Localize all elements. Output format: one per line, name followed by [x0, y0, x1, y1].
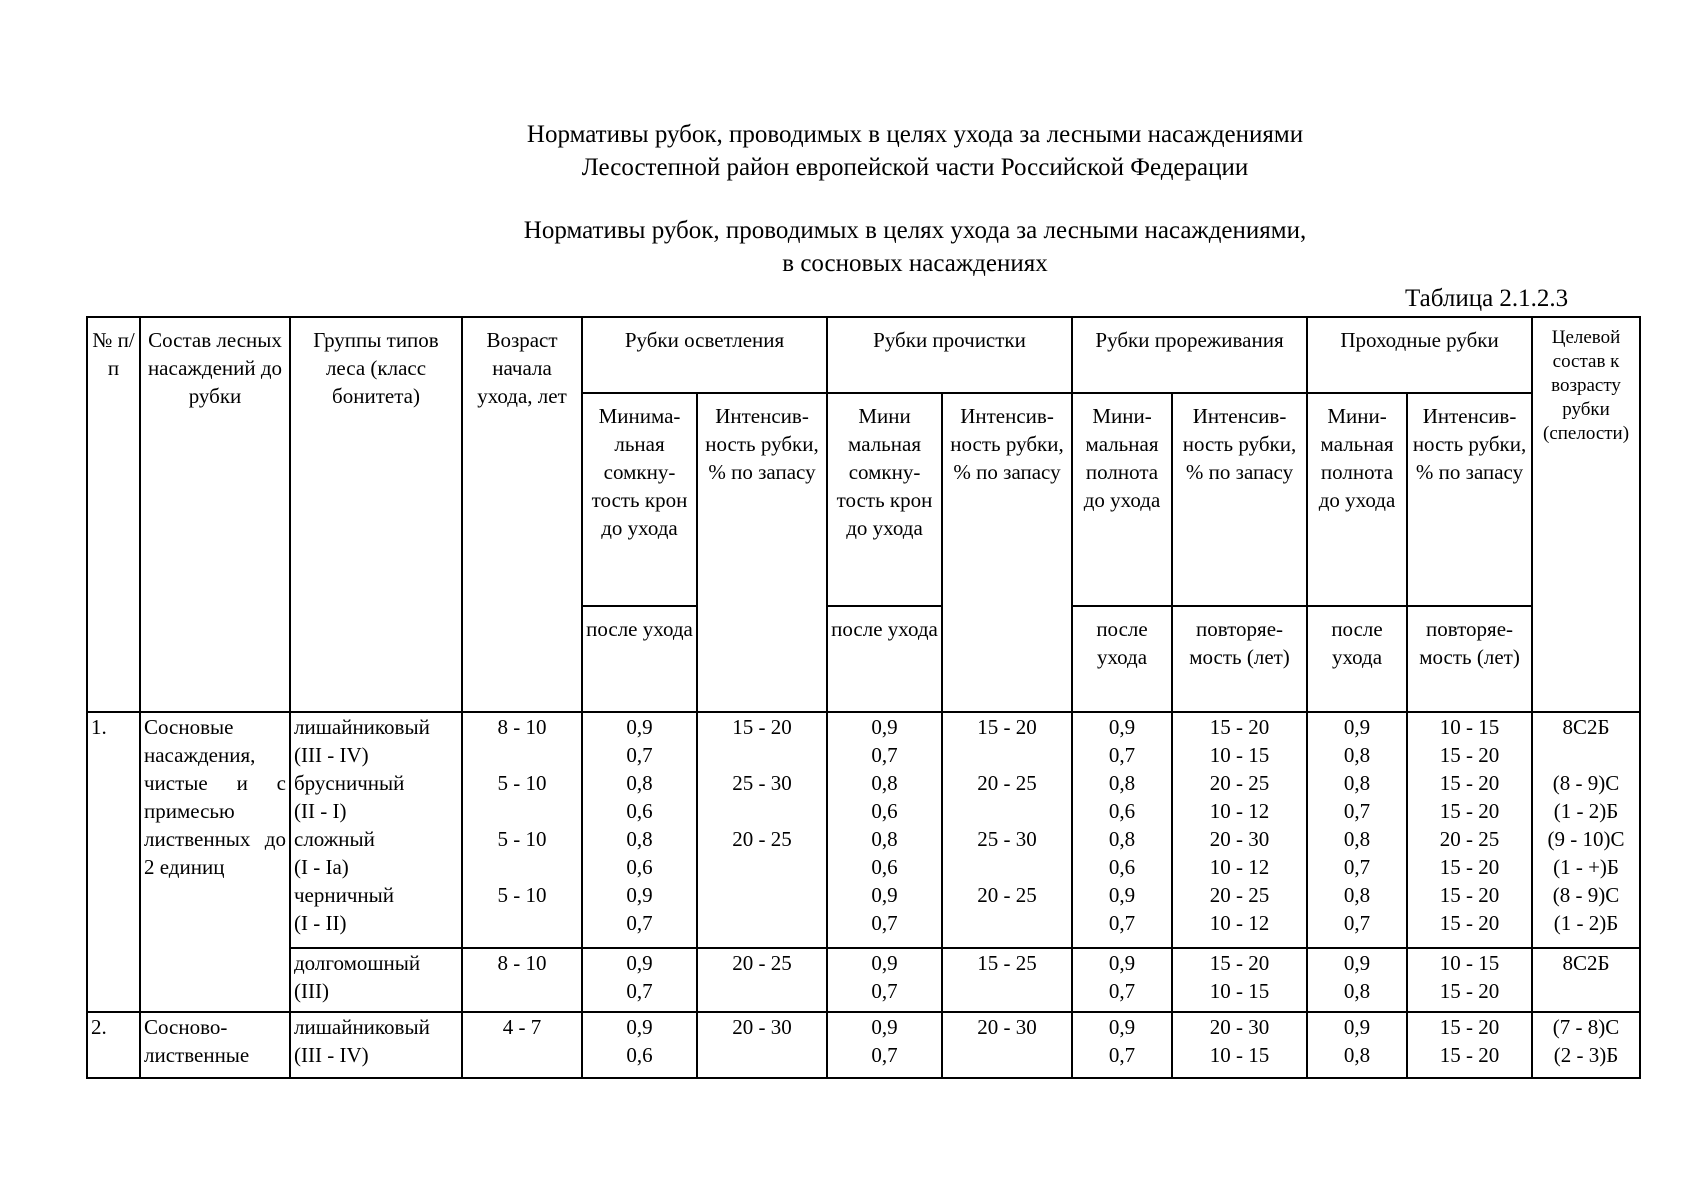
cell-line [701, 853, 823, 881]
cell-line: 0,7 [626, 979, 653, 1003]
cell-line: 0,9 [1343, 1015, 1371, 1039]
cell-line: 20 - 25 [977, 771, 1037, 795]
row1b-types [290, 948, 462, 1012]
header-cut3-int: Интенсив- ность рубки, % по запасу [1172, 393, 1307, 606]
cell-line: 0,8 [1343, 1043, 1371, 1067]
cell-line: 0,9 [1108, 883, 1136, 907]
cell-line: (I - II) [294, 911, 347, 935]
cell-line: 0,6 [1108, 799, 1136, 823]
cell-line: 0,7 [871, 979, 898, 1003]
row2-cut4-int [1407, 1012, 1532, 1078]
cell-line [1536, 977, 1636, 1005]
header-cut4-min: Мини- мальная полнота до ухода [1307, 393, 1407, 606]
cell-line [466, 1041, 578, 1069]
cell-line: 15 - 20 [1439, 855, 1500, 879]
row1b-cut4-min [1307, 948, 1407, 1012]
cell-line: (1 - +)Б [1553, 855, 1619, 879]
header-num: № п/п [87, 317, 140, 712]
cell-line [946, 909, 1068, 937]
cell-line: 10 - 12 [1209, 855, 1270, 879]
cell-line: 0,6 [871, 855, 898, 879]
cell-line [466, 853, 578, 881]
cell-line: 5 - 10 [497, 771, 547, 795]
row1-cut3-min [1072, 712, 1172, 948]
cell-line: 20 - 30 [977, 1015, 1037, 1039]
cell-line: 10 - 15 [1209, 979, 1270, 1003]
cell-line [946, 741, 1068, 769]
cell-line: (III) [294, 979, 329, 1003]
row1-cut4-int [1407, 712, 1532, 948]
cell-line: черничный [294, 883, 395, 907]
cell-line: 15 - 20 [732, 715, 792, 739]
cell-line: 0,6 [871, 799, 898, 823]
cell-line: 0,8 [871, 827, 898, 851]
header-cut-thinning: Рубки прореживания [1072, 317, 1307, 393]
row1-cut3-int [1172, 712, 1307, 948]
cell-line [946, 977, 1068, 1005]
row2-target [1532, 1012, 1640, 1078]
header-cut2-min: Мини мальная сомкну- тость крон до ухода [827, 393, 942, 606]
cell-line: 0,7 [1343, 799, 1371, 823]
cell-line: 25 - 30 [732, 771, 792, 795]
cell-line: 4 - 7 [502, 1015, 542, 1039]
cell-line [946, 797, 1068, 825]
header-target: Целевой состав к возрасту рубки (спелости) [1532, 317, 1640, 712]
cell-line: 20 - 25 [732, 951, 792, 975]
cell-line [701, 909, 823, 937]
cell-line: лишайниковый [294, 715, 430, 739]
row1-types [290, 712, 462, 948]
cell-line: 0,9 [871, 715, 898, 739]
row1-composition: Сосновые насаждения, чистые и с примесью лиственных до 2 единиц [140, 712, 290, 1012]
row1-age [462, 712, 582, 948]
cell-line: 0,7 [1108, 911, 1136, 935]
header-cut-lightening: Рубки осветления [582, 317, 827, 393]
cell-line [466, 909, 578, 937]
row1-cut1-min [582, 712, 697, 948]
cell-line: 15 - 20 [1439, 1043, 1500, 1067]
header-cut3-repeat: повторяе- мость (лет) [1172, 606, 1307, 712]
title-line-4: в сосновых насаждениях [782, 250, 1048, 277]
cell-line: 0,6 [626, 855, 653, 879]
cell-line: сложный [294, 827, 375, 851]
cell-line: (8 - 9)С [1552, 883, 1620, 907]
cell-line: 0,9 [626, 1015, 653, 1039]
cell-line: 20 - 30 [1209, 827, 1270, 851]
cell-line: долгомошный [294, 951, 421, 975]
table-label: Таблица 2.1.2.3 [1405, 285, 1569, 312]
header-cut4-int: Интенсив- ность рубки, % по запасу [1407, 393, 1532, 606]
row1b-target [1532, 948, 1640, 1012]
row1b-cut1-int [697, 948, 827, 1012]
cell-line: 0,9 [871, 951, 898, 975]
row2-cut4-min [1307, 1012, 1407, 1078]
cell-line: 5 - 10 [497, 883, 547, 907]
header-cut1-min: Минима- льная сомкну- тость крон до ухода [582, 393, 697, 606]
header-cut-cleaning: Рубки прочистки [827, 317, 1072, 393]
row1-cut4-min [1307, 712, 1407, 948]
cell-line: 0,7 [1343, 855, 1371, 879]
cell-line: 0,8 [1343, 743, 1371, 767]
cell-line: (I - Ia) [294, 855, 349, 879]
cell-line: 15 - 20 [1209, 715, 1270, 739]
cell-line: 15 - 20 [977, 715, 1037, 739]
cell-line: 0,9 [1343, 715, 1371, 739]
row2-cut2-min [827, 1012, 942, 1078]
header-cut2-int: Интенсив- ность рубки, % по запасу [942, 393, 1072, 712]
cell-line: 0,8 [1343, 883, 1371, 907]
cell-line: 0,8 [1343, 827, 1371, 851]
cell-line [946, 1041, 1068, 1069]
cell-line: 20 - 25 [1209, 883, 1270, 907]
header-cut1-after: после ухода [582, 606, 697, 712]
cell-line: 8С2Б [1562, 715, 1610, 739]
row1b-cut2-min [827, 948, 942, 1012]
cell-line: (II - I) [294, 799, 347, 823]
row2-cut3-min [1072, 1012, 1172, 1078]
row2-cut1-min [582, 1012, 697, 1078]
cell-line [701, 741, 823, 769]
header-composition: Состав лесных насаждений до рубки [140, 317, 290, 712]
cell-line: 0,9 [1108, 951, 1136, 975]
cell-line: 15 - 20 [1439, 771, 1500, 795]
header-cut2-after: после ухода [827, 606, 942, 712]
header-forest-groups: Группы типов леса (класс бонитета) [290, 317, 462, 712]
cell-line: (III - IV) [294, 1043, 369, 1067]
cell-line: 0,8 [626, 771, 653, 795]
row1-num: 1. [87, 712, 140, 1012]
cell-line: 0,8 [1343, 771, 1371, 795]
cell-line: брусничный [294, 771, 405, 795]
row2-cut1-int [697, 1012, 827, 1078]
title-line-2: Лесостепной район европейской части Российской Федерации [581, 154, 1249, 181]
table-row [87, 948, 1640, 1012]
cell-line: 0,8 [1108, 771, 1136, 795]
cell-line: 10 - 15 [1209, 1043, 1270, 1067]
cell-line: (2 - 3)Б [1553, 1043, 1619, 1067]
cell-line: 20 - 25 [1209, 771, 1270, 795]
cell-line: (9 - 10)С [1547, 827, 1625, 851]
document-heading [0, 118, 1697, 280]
cell-line: 0,8 [626, 827, 653, 851]
cell-line: 20 - 25 [732, 827, 792, 851]
cell-line: 0,7 [1108, 1043, 1136, 1067]
cell-line: 0,8 [1343, 979, 1371, 1003]
row1b-cut3-int [1172, 948, 1307, 1012]
header-cut3-min: Мини- мальная полнота до ухода [1072, 393, 1172, 606]
row1-target [1532, 712, 1640, 948]
cell-line: (7 - 8)С [1552, 1015, 1620, 1039]
row2-cut3-int [1172, 1012, 1307, 1078]
cell-line [466, 797, 578, 825]
cell-line: 0,9 [1108, 715, 1136, 739]
cell-line: 8 - 10 [497, 951, 547, 975]
cell-line: 15 - 20 [1439, 883, 1500, 907]
cell-line: 10 - 15 [1439, 715, 1500, 739]
cell-line: 0,8 [871, 771, 898, 795]
cell-line: 0,6 [626, 799, 653, 823]
cell-line: 0,7 [626, 911, 653, 935]
cell-line: 0,7 [871, 743, 898, 767]
cell-line: (1 - 2)Б [1553, 799, 1619, 823]
row1b-cut3-min [1072, 948, 1172, 1012]
cell-line: 5 - 10 [497, 827, 547, 851]
cell-line: 0,7 [1108, 743, 1136, 767]
norms-table [86, 316, 1641, 1079]
cell-line: 0,9 [626, 883, 653, 907]
row1b-cut4-int [1407, 948, 1532, 1012]
cell-line: 10 - 15 [1209, 743, 1270, 767]
cell-line: 0,8 [1108, 827, 1136, 851]
cell-line: 15 - 20 [1439, 911, 1500, 935]
cell-line: 8 - 10 [497, 715, 547, 739]
cell-line [701, 1041, 823, 1069]
cell-line: 0,7 [1108, 979, 1136, 1003]
header-age: Возраст начала ухода, лет [462, 317, 582, 712]
table-row [87, 1012, 1640, 1078]
cell-line [701, 881, 823, 909]
cell-line: 0,9 [626, 951, 653, 975]
cell-line: 20 - 30 [732, 1015, 792, 1039]
header-cut4-repeat: повторяе- мость (лет) [1407, 606, 1532, 712]
cell-line: 0,9 [626, 715, 653, 739]
cell-line: 10 - 15 [1439, 951, 1500, 975]
cell-line: 15 - 20 [1439, 979, 1500, 1003]
row1b-age [462, 948, 582, 1012]
cell-line: 0,9 [1108, 1015, 1136, 1039]
row2-composition: Сосново- лиственные [140, 1012, 290, 1078]
row1-cut2-int [942, 712, 1072, 948]
cell-line: 15 - 20 [1439, 1015, 1500, 1039]
cell-line: 15 - 20 [1439, 743, 1500, 767]
cell-line: 20 - 30 [1209, 1015, 1270, 1039]
cell-line: 0,6 [626, 1043, 653, 1067]
cell-line: 10 - 12 [1209, 911, 1270, 935]
cell-line [701, 797, 823, 825]
cell-line: 0,7 [871, 911, 898, 935]
cell-line [466, 977, 578, 1005]
row2-age [462, 1012, 582, 1078]
cell-line: 0,7 [1343, 911, 1371, 935]
cell-line: 20 - 25 [977, 883, 1037, 907]
header-cut1-int: Интенсив- ность рубки, % по запасу [697, 393, 827, 712]
cell-line: (1 - 2)Б [1553, 911, 1619, 935]
cell-line: 15 - 20 [1209, 951, 1270, 975]
row2-types [290, 1012, 462, 1078]
cell-line: 0,7 [626, 743, 653, 767]
cell-line [1536, 741, 1636, 769]
row1-cut2-min [827, 712, 942, 948]
cell-line: 0,9 [871, 1015, 898, 1039]
cell-line: лишайниковый [294, 1015, 430, 1039]
cell-line: 0,9 [871, 883, 898, 907]
cell-line: 20 - 25 [1439, 827, 1500, 851]
header-cut3-after: после ухода [1072, 606, 1172, 712]
cell-line: 8С2Б [1562, 951, 1610, 975]
row2-num: 2. [87, 1012, 140, 1078]
cell-line: 0,7 [871, 1043, 898, 1067]
row1b-cut1-min [582, 948, 697, 1012]
cell-line: 0,9 [1343, 951, 1371, 975]
header-cut-passing: Проходные рубки [1307, 317, 1532, 393]
cell-line: (8 - 9)С [1552, 771, 1620, 795]
header-cut4-after: после ухода [1307, 606, 1407, 712]
cell-line [466, 741, 578, 769]
row1b-cut2-int [942, 948, 1072, 1012]
cell-line: (III - IV) [294, 743, 369, 767]
cell-line [701, 977, 823, 1005]
row2-cut2-int [942, 1012, 1072, 1078]
cell-line: 15 - 25 [977, 951, 1037, 975]
title-line-3: Нормативы рубок, проводимых в целях ухода за лесными насаждениями, [523, 217, 1307, 244]
cell-line [946, 853, 1068, 881]
cell-line: 15 - 20 [1439, 799, 1500, 823]
table-row [87, 712, 1640, 948]
title-line-1: Нормативы рубок, проводимых в целях ухода за лесными насаждениями [526, 121, 1304, 148]
cell-line: 25 - 30 [977, 827, 1037, 851]
cell-line: 10 - 12 [1209, 799, 1270, 823]
cell-line: 0,6 [1108, 855, 1136, 879]
row1-cut1-int [697, 712, 827, 948]
